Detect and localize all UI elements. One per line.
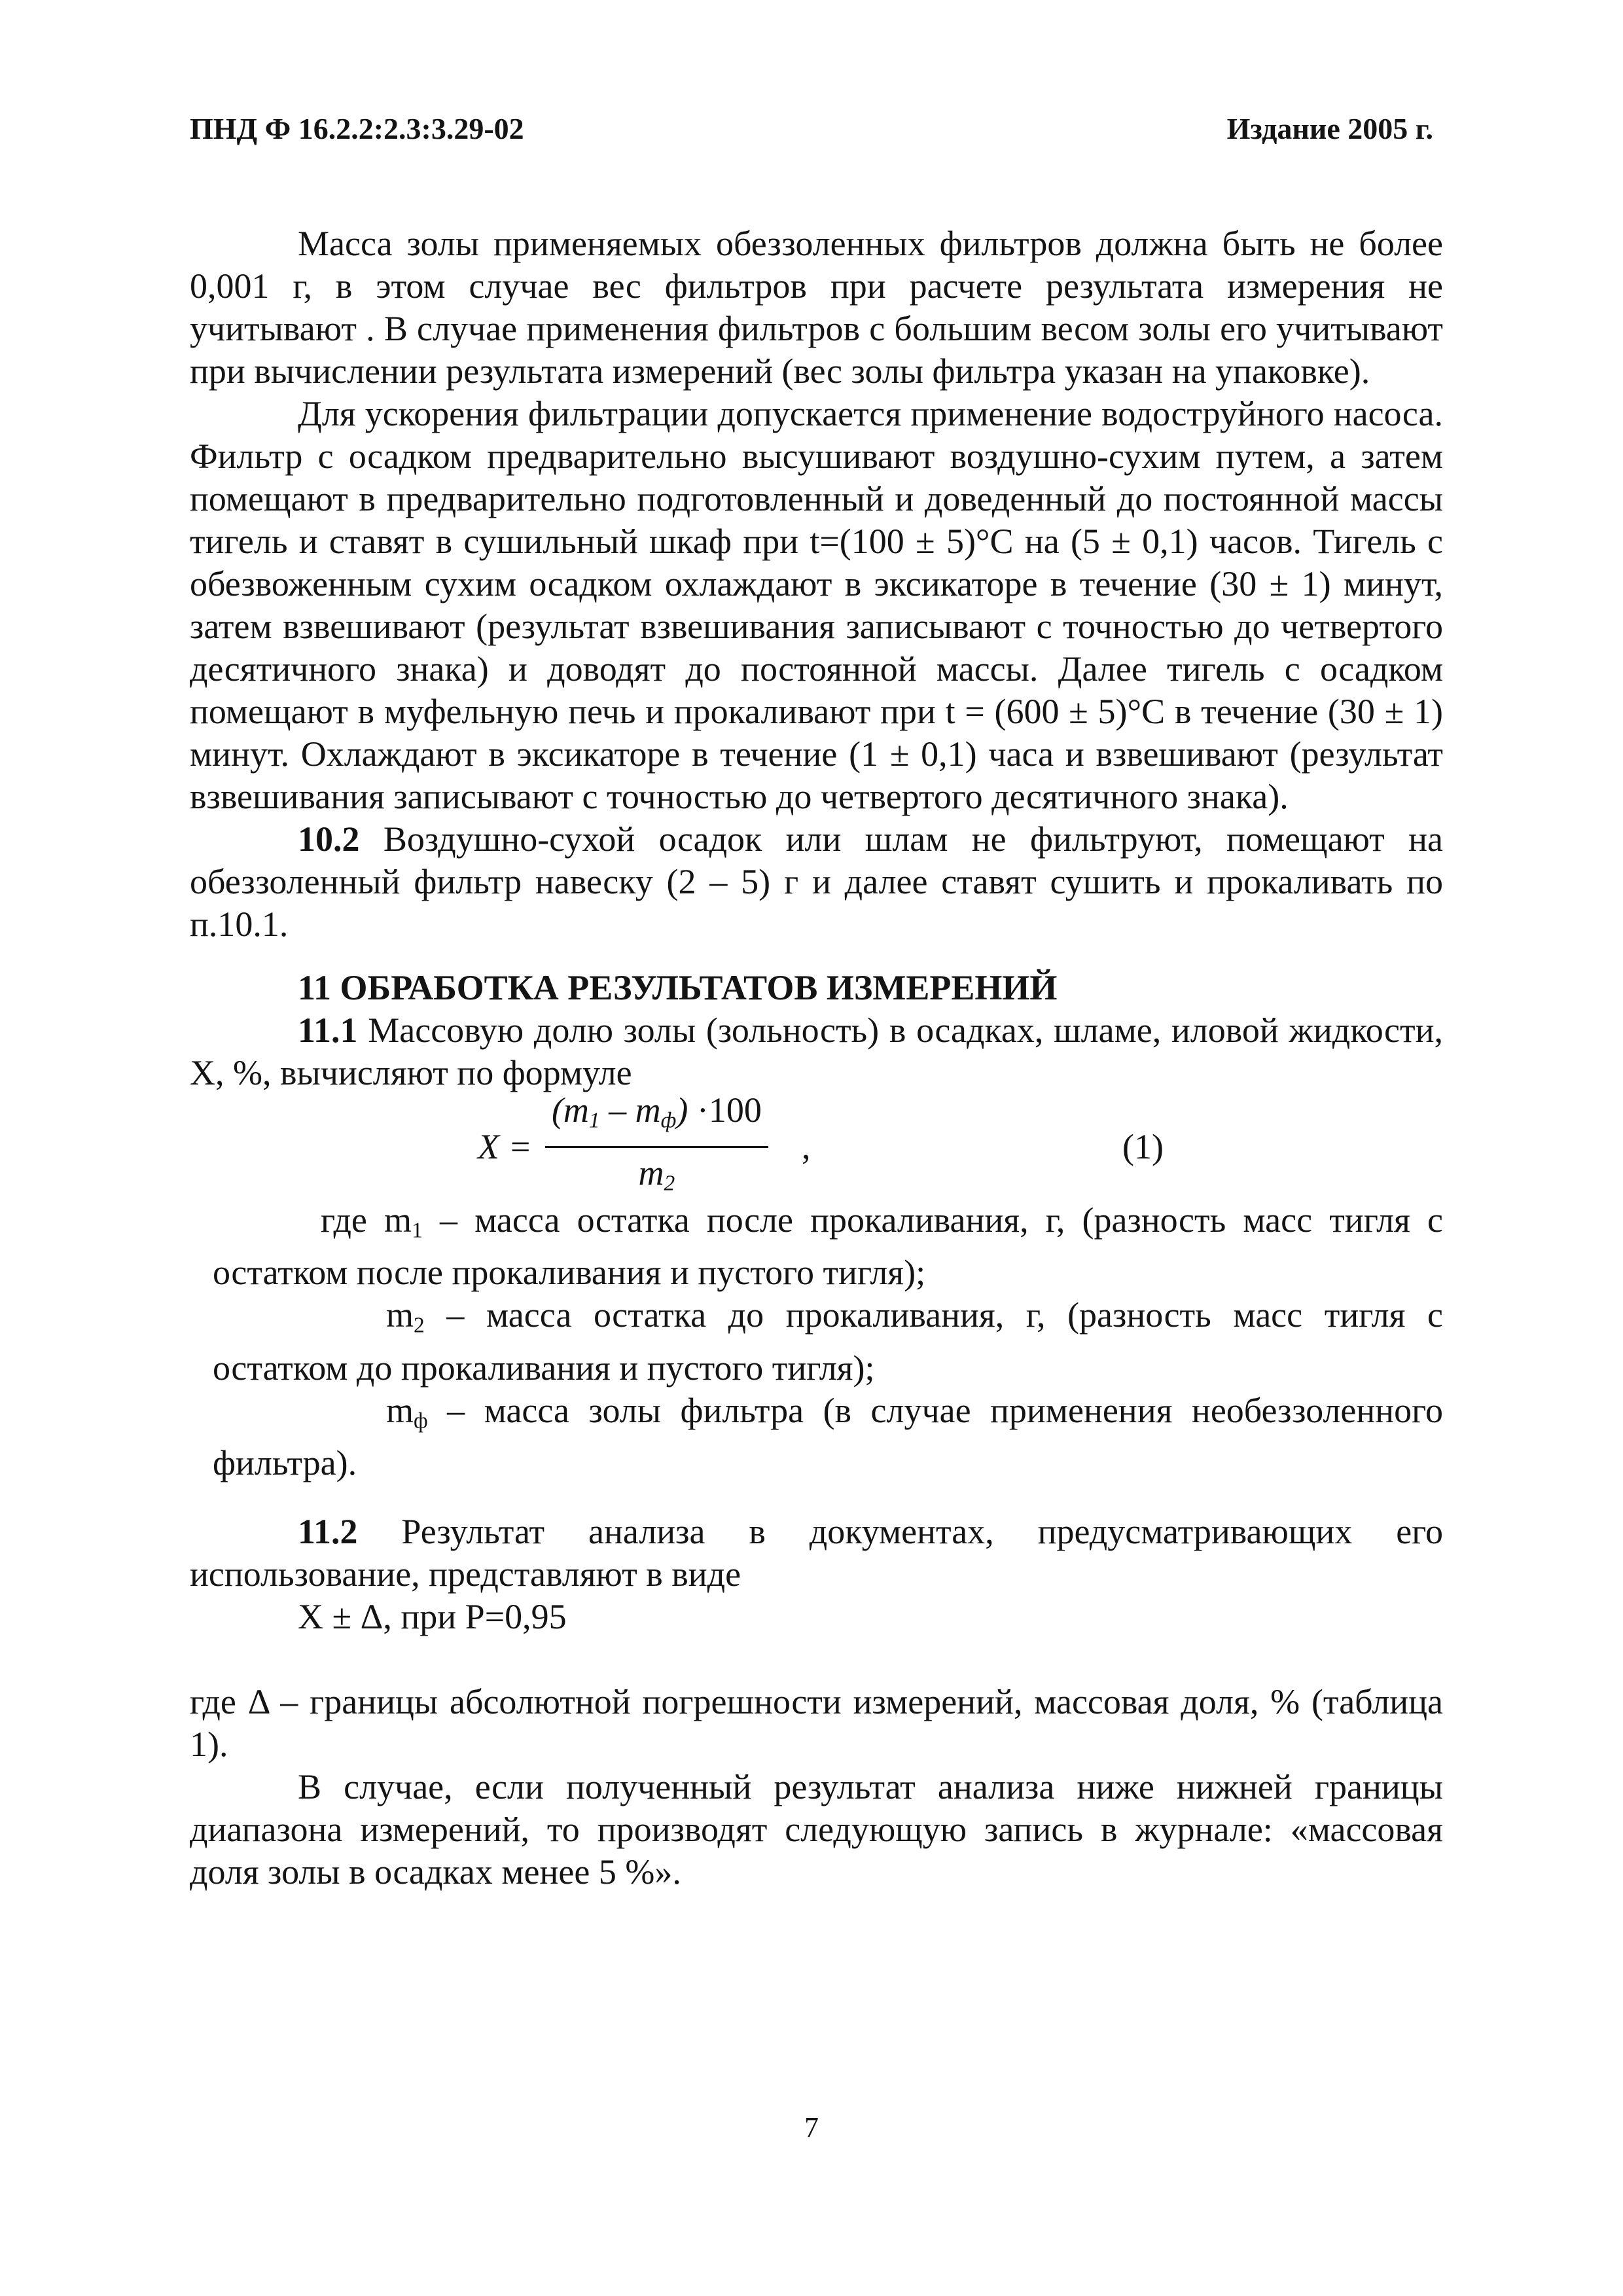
paragraph-filtration: Для ускорения фильтрации допускается применение водоструйного насоса. Фильтр с осадком предварительно высушивают воздушно-сухим путем, а затем помещают в предварительно подготовленный и доведенный до постоянной массы тигель и ставят в сушильный шкаф при t=(100 ± 5)°С на (5 ± 0,1) часов. Тигель с обезвоженным сухим осадком охлаждают в эксикаторе в течение (30 ± 1) минут, затем взвешивают (результат взвешивания записывают с точностью до четвертого десятичного знака) и доводят до постоянной массы. Далее тигель с осадком помещают в муфельную печь и прокаливают при t = (600 ± 5)°С в течение (30 ± 1) минут. Охлаждают в эксикаторе в течение (1 ± 0,1) часа и взвешивают (результат взвешивания записывают с точностью до четвертого десятичного знака). xyxy=(190,394,1443,816)
clause-number-11-2: 11.2 xyxy=(298,1512,358,1552)
section-heading-11: 11 ОБРАБОТКА РЕЗУЛЬТАТОВ ИЗМЕРЕНИЙ xyxy=(298,968,1058,1007)
paragraph-lower-limit: В случае, если полученный результат анализа ниже нижней границы диапазона измерений, то производят следующую запись в журнале: «массовая доля золы в осадках менее 5 %». xyxy=(190,1767,1443,1892)
def-m1-symbol: где m xyxy=(321,1200,412,1240)
spacer xyxy=(190,1484,1443,1511)
paragraph-filter-ash: Масса золы применяемых обеззоленных фильтров должна быть не более 0,001 г, в этом случае вес фильтров при расчете результата измерения не учитывают . В случае применения фильтров с большим весом золы его учитывают при вычислении результата измерений (вес золы фильтра указан на упаковке). xyxy=(190,224,1443,391)
document-body xyxy=(190,223,1443,1893)
page-number: 7 xyxy=(804,2111,819,2144)
clause-text-11-1: Массовую долю золы (зольность) в осадках, шламе, иловой жидкости, X, %, вычисляют по формуле xyxy=(190,1011,1443,1092)
result-formula: X ± Δ, при Р=0,95 xyxy=(298,1597,567,1637)
paragraph-11-1 xyxy=(190,1009,1443,1094)
numerator-m1: (m xyxy=(551,1090,589,1130)
def-m2-text: – масса остатка до прокаливания, г, (разность масс тигля с остатком до прокаливания и пустого тигля); xyxy=(213,1295,1443,1388)
clause-number-11-1: 11.1 xyxy=(298,1011,358,1050)
formula-numerator xyxy=(545,1089,768,1147)
def-m2-symbol: m xyxy=(386,1295,414,1335)
equation-number: (1) xyxy=(1122,1127,1164,1166)
formula-fraction xyxy=(545,1089,768,1204)
edition-label: Издание 2005 г. xyxy=(1226,112,1433,145)
sub-1: 1 xyxy=(588,1108,600,1133)
sub-2: 2 xyxy=(664,1170,675,1195)
denominator-m: m xyxy=(638,1153,664,1193)
definition-mf xyxy=(190,1390,1443,1484)
def-mf-symbol: m xyxy=(386,1390,414,1430)
formula-comma: , xyxy=(802,1127,811,1166)
def-mf-sub: ф xyxy=(414,1408,428,1433)
numerator-close: ) xyxy=(676,1090,688,1130)
def-mf-text: – масса золы фильтра (в случае применения необеззоленного фильтра). xyxy=(213,1390,1443,1483)
spacer xyxy=(190,1638,1443,1681)
formula-lhs: X = xyxy=(478,1126,532,1166)
paragraph-11-2 xyxy=(190,1511,1443,1596)
clause-text-10-2: Воздушно-сухой осадок или шлам не фильтруют, помещают на обеззоленный фильтр навеску (2 – 5) г и далее ставят сушить и прокаливать по п.10.1. xyxy=(190,819,1443,944)
clause-number-10-2: 10.2 xyxy=(298,819,360,859)
def-m2-sub: 2 xyxy=(414,1313,425,1338)
document-code: ПНД Ф 16.2.2:2.3:3.29-02 xyxy=(190,112,524,145)
sub-f: ф xyxy=(660,1108,677,1133)
delta-definition: где Δ – границы абсолютной погрешности измерений, массовая доля, % (таблица 1). xyxy=(190,1682,1443,1765)
def-m1-text: – масса остатка после прокаливания, г, (разность масс тигля с остатком после прокаливания и пустого тигля); xyxy=(213,1200,1444,1293)
numerator-times: ·100 xyxy=(688,1090,762,1130)
definition-m1 xyxy=(190,1199,1443,1294)
formula-1 xyxy=(190,1090,1443,1199)
paragraph-10-2 xyxy=(190,818,1443,946)
variable-definitions xyxy=(190,1199,1443,1484)
def-m1-sub: 1 xyxy=(412,1218,423,1243)
numerator-mf: – m xyxy=(599,1090,661,1130)
formula-denominator xyxy=(639,1148,675,1204)
definition-m2 xyxy=(190,1294,1443,1389)
ash-formula xyxy=(478,1090,768,1199)
clause-text-11-2: Результат анализа в документах, предусматривающих его использование, представляют в виде xyxy=(190,1512,1443,1594)
